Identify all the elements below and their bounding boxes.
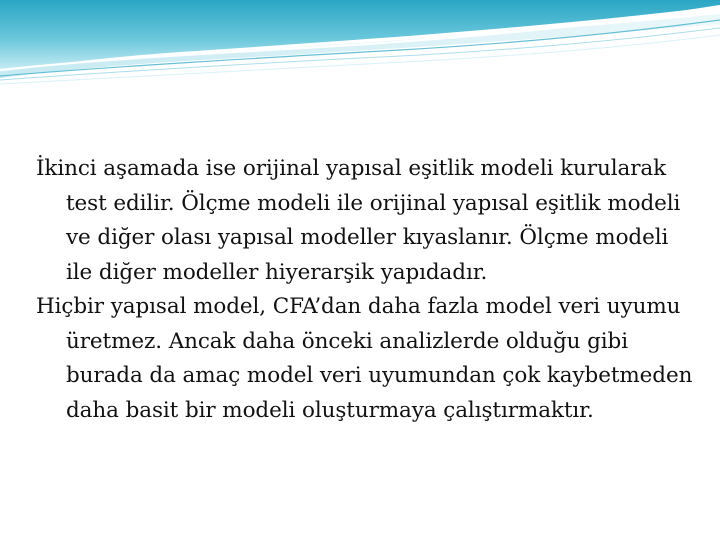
body-text <box>36 152 696 428</box>
header-wave-decoration <box>0 0 720 90</box>
paragraph-1: İkinci aşamada ise orijinal yapısal eşitlik modeli kurularak test edilir. Ölçme modeli ile orijinal yapısal eşitlik modeli ve diğer olası yapısal modeller kıyaslanır. Ölçme modeli ile diğer modeller hiyerarşik yapıdadır. <box>36 156 681 285</box>
paragraph-2: Hiçbir yapısal model, CFA’dan daha fazla model veri uyumu üretmez. Ancak daha önceki analizlerde olduğu gibi burada da amaç model veri uyumundan çok kaybetmeden daha basit bir modeli oluşturmaya çalıştırmaktır. <box>36 294 693 423</box>
